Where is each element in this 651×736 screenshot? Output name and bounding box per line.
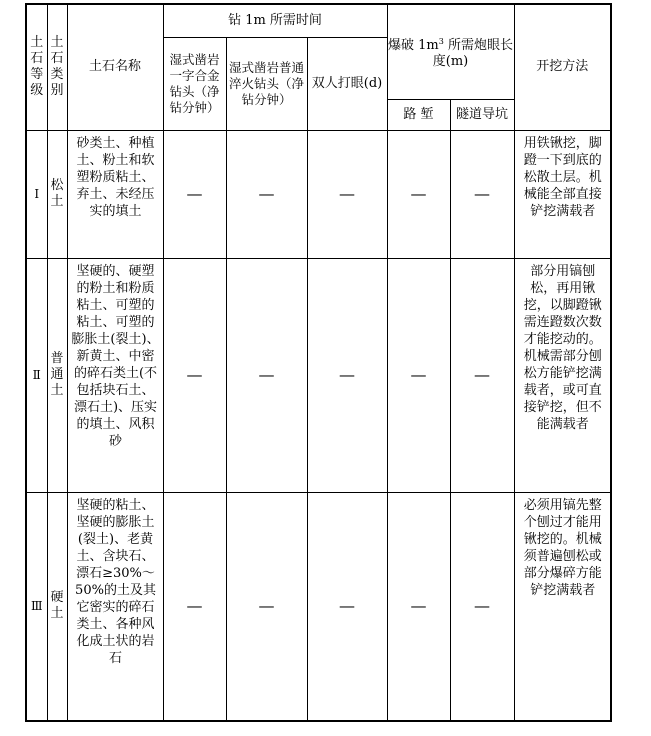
header-blast-rest: 所需炮眼长度(m) [432,37,513,69]
table-row [26,130,611,258]
header-drill-col2: 湿式凿岩普通淬火钻头（净钻分钟） [226,37,307,130]
row-blast2: — [450,130,514,258]
row-drill1: — [163,258,226,492]
row-blast1: — [387,258,450,492]
header-blast-title: 爆破 1m [388,37,439,53]
header-row-1 [26,4,611,37]
row-drill3: — [307,130,387,258]
row-drill3: — [307,492,387,721]
row-blast1: — [387,492,450,721]
row-drill2: — [226,130,307,258]
row-grade: Ⅱ [26,258,47,492]
row-drill3: — [307,258,387,492]
row-method: 部分用镐刨松，再用锹挖，以脚蹬锹需连蹬数次数才能挖动的。机械需部分刨松方能铲挖满载者，或可直接铲挖，但不能满载者 [514,258,611,492]
header-blast [387,4,514,99]
row-category: 松土 [47,130,67,258]
header-drill-col1: 湿式凿岩一字合金钻头（净钻分钟） [163,37,226,130]
table-row [26,258,611,492]
row-drill2: — [226,258,307,492]
row-method: 用铁锹挖，脚蹬一下到底的松散土层。机械能全部直接铲挖满载者 [514,130,611,258]
header-name: 土石名称 [67,4,163,130]
row-drill1: — [163,492,226,721]
soil-classification-sheet [25,3,612,722]
header-method: 开挖方法 [514,4,611,130]
row-name: 坚硬的、硬塑的粉土和粉质粘土、可塑的粘土、可塑的膨胀土(裂土)、新黄土、中密的碎石类土(不包括块石土、漂石土)、压实的填土、风积砂 [67,258,163,492]
row-category: 普通土 [47,258,67,492]
header-drill-time: 钻 1m 所需时间 [163,4,387,37]
table-row [26,492,611,721]
header-drill-col3: 双人打眼(d) [307,37,387,130]
row-drill1: — [163,130,226,258]
row-blast2: — [450,492,514,721]
row-name: 砂类土、种植土、粉土和软塑粉质粘土、弃土、未经压实的填土 [67,130,163,258]
row-method: 必须用镐先整个刨过才能用锹挖的。机械须普遍刨松或部分爆碎方能铲挖满载者 [514,492,611,721]
row-blast2: — [450,258,514,492]
soil-classification-table [25,3,612,722]
row-category: 硬土 [47,492,67,721]
header-blast-sup: 3 [438,36,444,46]
header-grade: 土石等级 [26,4,47,130]
header-blast-sub1: 路 堑 [387,99,450,130]
header-blast-sub2: 隧道导坑 [450,99,514,130]
row-grade: Ⅲ [26,492,47,721]
row-blast1: — [387,130,450,258]
row-name: 坚硬的粘土、坚硬的膨胀土(裂土)、老黄土、含块石、漂石≥30%～50%的土及其它密实的碎石类土、各种风化成土状的岩石 [67,492,163,721]
row-grade: Ⅰ [26,130,47,258]
row-drill2: — [226,492,307,721]
header-category: 土石类别 [47,4,67,130]
